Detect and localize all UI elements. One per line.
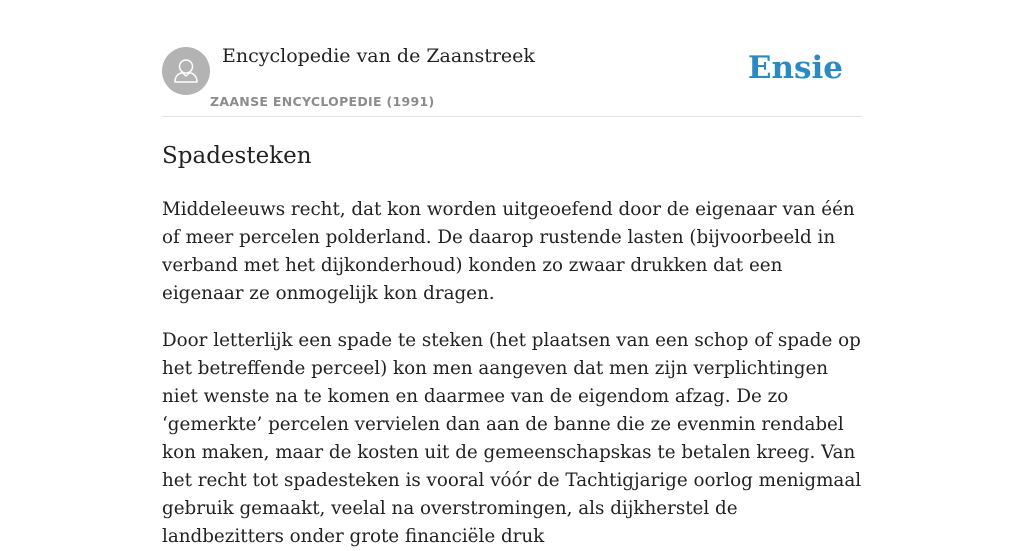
article-body xyxy=(162,196,862,551)
site-title[interactable]: Encyclopedie van de Zaanstreek xyxy=(222,45,535,67)
user-avatar-icon[interactable] xyxy=(162,47,210,95)
header xyxy=(162,0,862,117)
brand-logo[interactable]: Ensie xyxy=(747,50,843,86)
article-title: Spadesteken xyxy=(162,143,312,169)
article-paragraph: Door letterlijk een spade te steken (het plaatsen van een schop of spade op het betreffende perceel) kon men aangeven dat men zijn verplichtingen niet wenste na te komen en daarmee van de eigendom afzag. De zo ‘gemerkte’ percelen vervielen dan aan de banne die ze evenmin rendabel kon maken, maar de kosten uit de gemeenschapskas te betalen kreeg. Van het recht tot spadesteken is vooral vóór de Tachtigjarige oorlog menigmaal gebruik gemaakt, veelal na overstromingen, als dijkherstel de landbezitters onder grote financiële druk xyxy=(162,330,862,547)
page xyxy=(162,0,862,551)
article-paragraph: Middeleeuws recht, dat kon worden uitgeoefend door de eigenaar van één of meer percelen polderland. De daarop rustende lasten (bijvoorbeeld in verband met het dijkonderhoud) konden zo zwaar drukken dat een eigenaar ze onmogelijk kon dragen. xyxy=(162,199,855,304)
site-subtitle[interactable]: ZAANSE ENCYCLOPEDIE (1991) xyxy=(210,94,435,109)
